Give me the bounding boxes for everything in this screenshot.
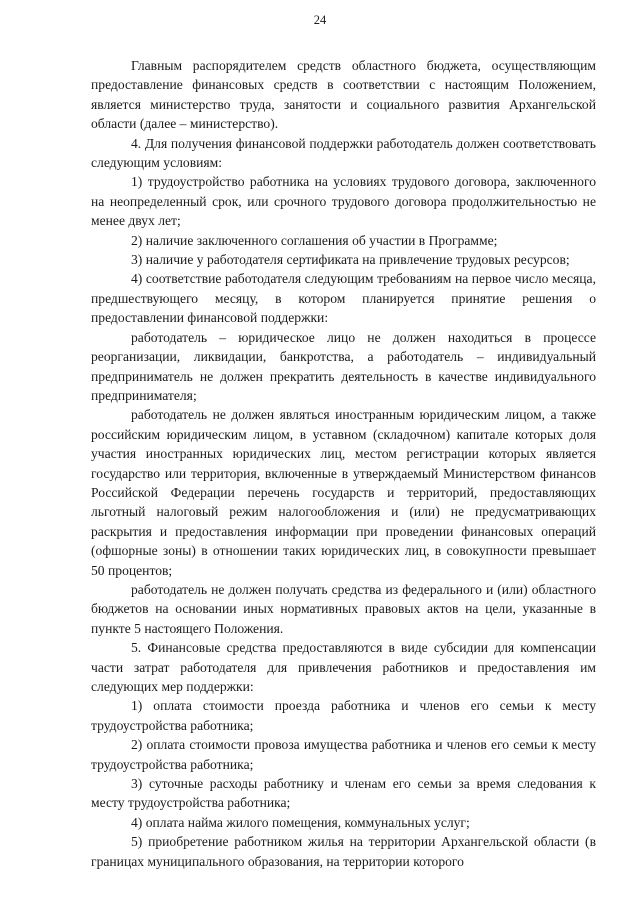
paragraph-condition-3: 3) наличие у работодателя сертификата на привлечение трудовых ресурсов;	[131, 252, 570, 268]
document-body	[91, 56, 596, 871]
paragraph-item-4-conditions: 4. Для получения финансовой поддержки работодатель должен соответствовать следующим условиям:	[91, 135, 596, 171]
paragraph-condition-4: 4) соответствие работодателя следующим требованиям на первое число месяца, предшествующего месяцу, в котором планируется принятие решения о предоставлении финансовой поддержки:	[91, 271, 596, 326]
paragraph-support-1: 1) оплата стоимости проезда работника и членов его семьи к месту трудоустройства работника;	[91, 698, 596, 733]
paragraph-support-4: 4) оплата найма жилого помещения, коммунальных услуг;	[131, 814, 470, 830]
paragraph-condition-2: 2) наличие заключенного соглашения об участии в Программе;	[131, 232, 498, 248]
paragraph-requirement-reorganization: работодатель – юридическое лицо не должен находиться в процессе реорганизации, ликвидации, банкротства, а работодатель – индивидуальный предприниматель не должен прекратить деятельность в качестве индивидуального предпринимателя;	[91, 329, 596, 403]
paragraph-condition-1: 1) трудоустройство работника на условиях трудового договора, заключенного на неопределенный срок, или срочного трудового договора продолжительностью не менее двух лет;	[91, 174, 596, 229]
paragraph-support-3: 3) суточные расходы работнику и членам его семьи за время следования к месту трудоустройства работника;	[91, 776, 596, 811]
paragraph-item-5-subsidy: 5. Финансовые средства предоставляются в виде субсидии для компенсации части затрат работодателя для привлечения работников и предоставления им следующих мер поддержки:	[91, 640, 596, 694]
paragraph-support-2: 2) оплата стоимости провоза имущества работника и членов его семьи к месту трудоустройства работника;	[91, 737, 596, 772]
paragraph-requirement-foreign-entity: работодатель не должен являться иностранным юридическим лицом, а также российским юридическим лицом, в уставном (складочном) капитале которых доля участия иностранных юридических лиц, местом регистрации которых является государство или территория, включенные в утверждаемый Министерством финансов Российской Федерации перечень государств и территорий, предоставляющих льготный налоговый режим налогообложения и (или) не предусматривающих раскрытия и предоставления информации при проведении финансовых операций (офшорные зоны) в отношении таких юридических лиц, в совокупности превышает 50 процентов;	[91, 407, 596, 578]
paragraph-support-5: 5) приобретение работником жилья на территории Архангельской области (в границах муниципального образования, на территории которого	[91, 834, 596, 869]
page-number: 24	[313, 13, 327, 27]
paragraph-requirement-other-funds: работодатель не должен получать средства из федерального и (или) областного бюджетов на основании иных нормативных правовых актов на цели, указанные в пункте 5 настоящего Положения.	[91, 581, 596, 636]
paragraph-chief-administrator: Главным распорядителем средств областного бюджета, осуществляющим предоставление финансовых средств в соответствии с настоящим Положением, является министерство труда, занятости и социального развития Архангельской области (далее – министерство).	[91, 58, 596, 132]
